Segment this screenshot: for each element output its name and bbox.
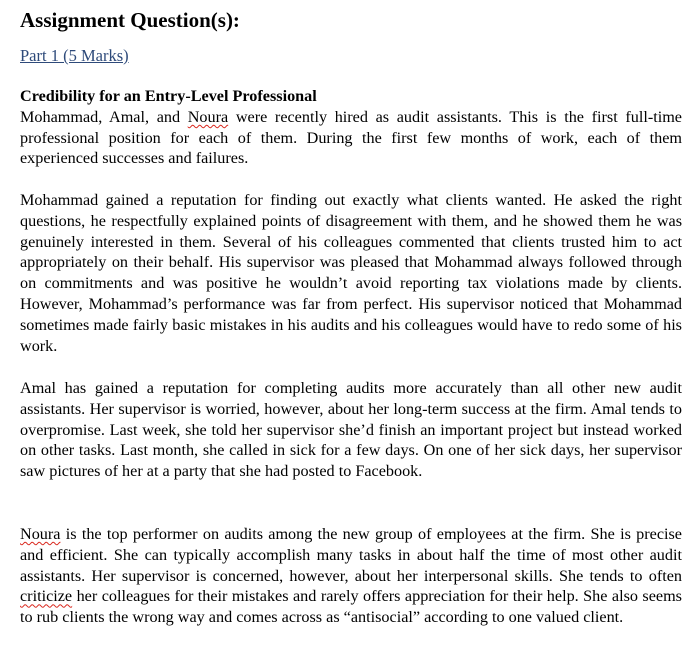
intro-text bbox=[20, 107, 682, 169]
spellcheck-word-criticize[interactable]: criticize bbox=[20, 587, 73, 606]
part-heading-link[interactable]: Part 1 (5 Marks) bbox=[20, 46, 129, 65]
noura-paragraph bbox=[20, 524, 682, 628]
case-heading: Credibility for an Entry-Level Professional bbox=[20, 87, 317, 105]
page-title: Assignment Question(s): bbox=[20, 8, 240, 32]
intro-text-start: Mohammad, Amal, and bbox=[20, 107, 188, 126]
intro-text-end: were recently hired as audit assistants. This is the first full-time professional position for each of them. During the first few months of work, each of them experienced successes and failures. bbox=[20, 107, 682, 168]
noura-text-start: is the top performer on audits among the new group of employees at the firm. She is precise and efficient. She can typically accomplish many tasks in about half the time of most other audit assistants. Her supervisor is concerned, however, about her interpersonal skills. She tends to often bbox=[20, 525, 682, 585]
spellcheck-word-noura-2[interactable]: Noura bbox=[20, 525, 61, 543]
intro-paragraph bbox=[20, 86, 682, 169]
spellcheck-word-noura[interactable]: Noura bbox=[187, 107, 229, 126]
noura-text-end: her colleagues for their mistakes and rarely offers appreciation for their help. She also seems to rub clients the wrong way and comes across as “antisocial” according to one valued client. bbox=[20, 587, 682, 627]
mohammad-paragraph: Mohammad gained a reputation for finding out exactly what clients wanted. He asked the right questions, he respectfully explained points of disagreement with them, and he showed them he was genuinely interested in them. Several of his colleagues commented that clients trusted him to act appropriately on their behalf. His supervisor was pleased that Mohammad always followed through on commitments and was positive he wouldn’t avoid reporting tax violations made by clients. However, Mohammad’s performance was far from perfect. His supervisor noticed that Mohammad sometimes made fairly basic mistakes in his audits and his colleagues would have to redo some of his work. bbox=[20, 191, 682, 355]
amal-paragraph: Amal has gained a reputation for completing audits more accurately than all other new audit assistants. Her supervisor is worried, however, about her long-term success at the firm. Amal tends to overpromise. Last week, she told her supervisor she’d finish an important project but instead worked on other tasks. Last month, she called in sick for a few days. On one of her sick days, her supervisor saw pictures of her at a party that she had posted to Facebook. bbox=[20, 379, 682, 481]
